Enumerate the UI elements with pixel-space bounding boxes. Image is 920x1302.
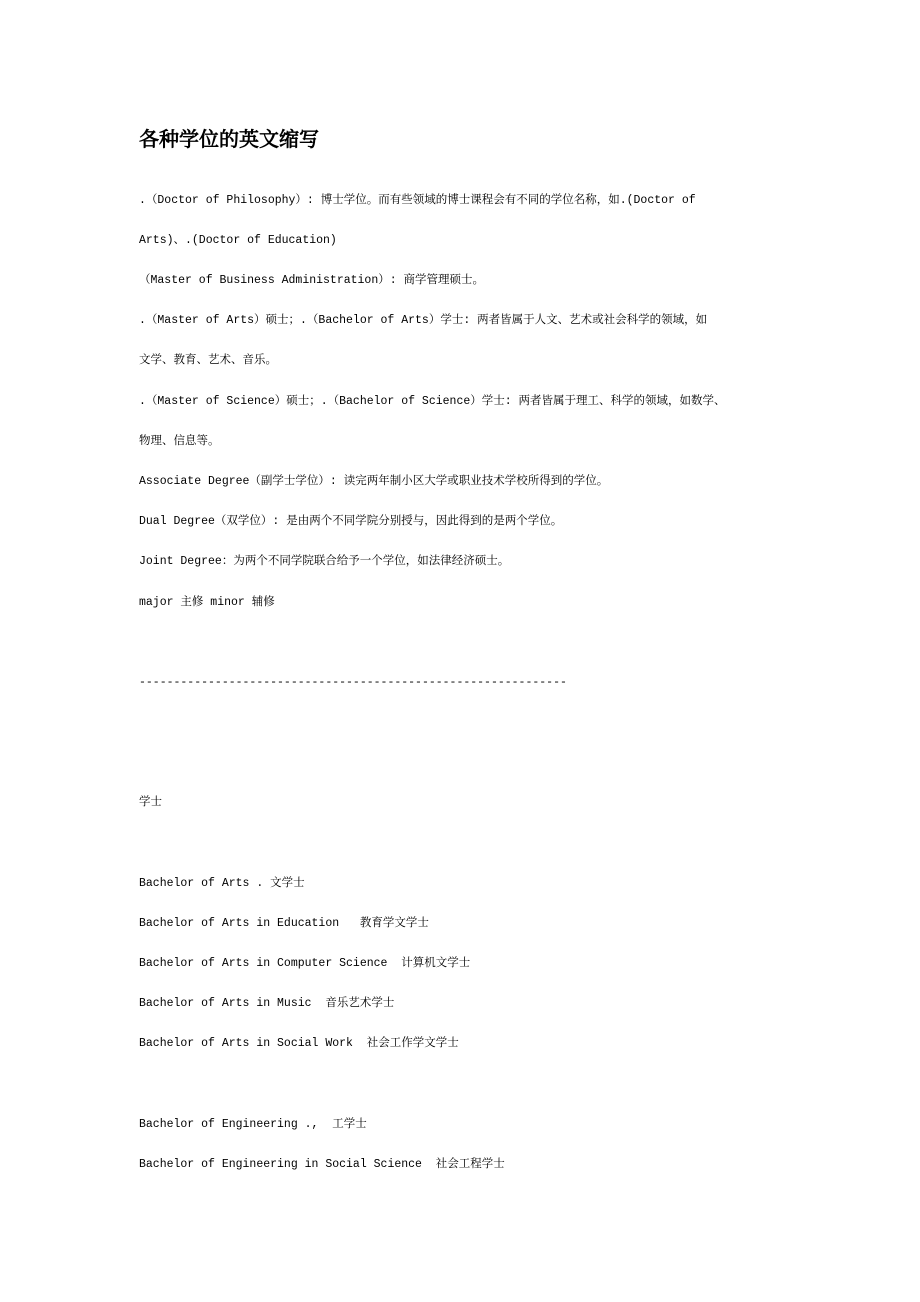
document-title: 各种学位的英文缩写	[139, 127, 319, 151]
degree-line: Bachelor of Arts in Education 教育学文学士	[139, 917, 429, 930]
degree-line: Bachelor of Arts in Music 音乐艺术学士	[139, 997, 395, 1010]
paragraph-line: （Master of Business Administration）: 商学管理硕士。	[139, 274, 485, 287]
dashed-divider: --------------------------------------------------------------	[139, 676, 567, 689]
paragraph-line: Joint Degree：为两个不同学院联合给予一个学位，如法律经济硕士。	[139, 555, 510, 568]
degree-line: Bachelor of Arts in Social Work 社会工作学文学士	[139, 1037, 459, 1050]
degree-line: Bachelor of Engineering in Social Science 社会工程学士	[139, 1158, 505, 1171]
paragraph-line: 物理、信息等。	[139, 435, 220, 448]
paragraph-line: Associate Degree（副学士学位）: 读完两年制小区大学或职业技术学校所得到的学位。	[139, 475, 609, 488]
paragraph-line: 文学、教育、艺术、音乐。	[139, 354, 277, 367]
degree-line: Bachelor of Arts . 文学士	[139, 877, 305, 890]
paragraph-line: .（Doctor of Philosophy）: 博士学位。而有些领域的博士课程会有不同的学位名称，如.(Doctor of	[139, 194, 696, 207]
paragraph-line: Arts)、.(Doctor of Education)	[139, 234, 337, 247]
paragraph-line: .（Master of Arts）硕士；.（Bachelor of Arts）学士: 两者皆属于人文、艺术或社会科学的领域，如	[139, 314, 708, 327]
paragraph-line: Dual Degree（双学位）: 是由两个不同学院分别授与，因此得到的是两个学位。	[139, 515, 563, 528]
paragraph-line: .（Master of Science）硕士；.（Bachelor of Science）学士: 两者皆属于理工、科学的领域，如数学、	[139, 395, 726, 408]
section-heading: 学士	[139, 796, 162, 809]
degree-line: Bachelor of Engineering ., 工学士	[139, 1118, 367, 1131]
paragraph-line: major 主修 minor 辅修	[139, 596, 275, 609]
degree-line: Bachelor of Arts in Computer Science 计算机文学士	[139, 957, 471, 970]
